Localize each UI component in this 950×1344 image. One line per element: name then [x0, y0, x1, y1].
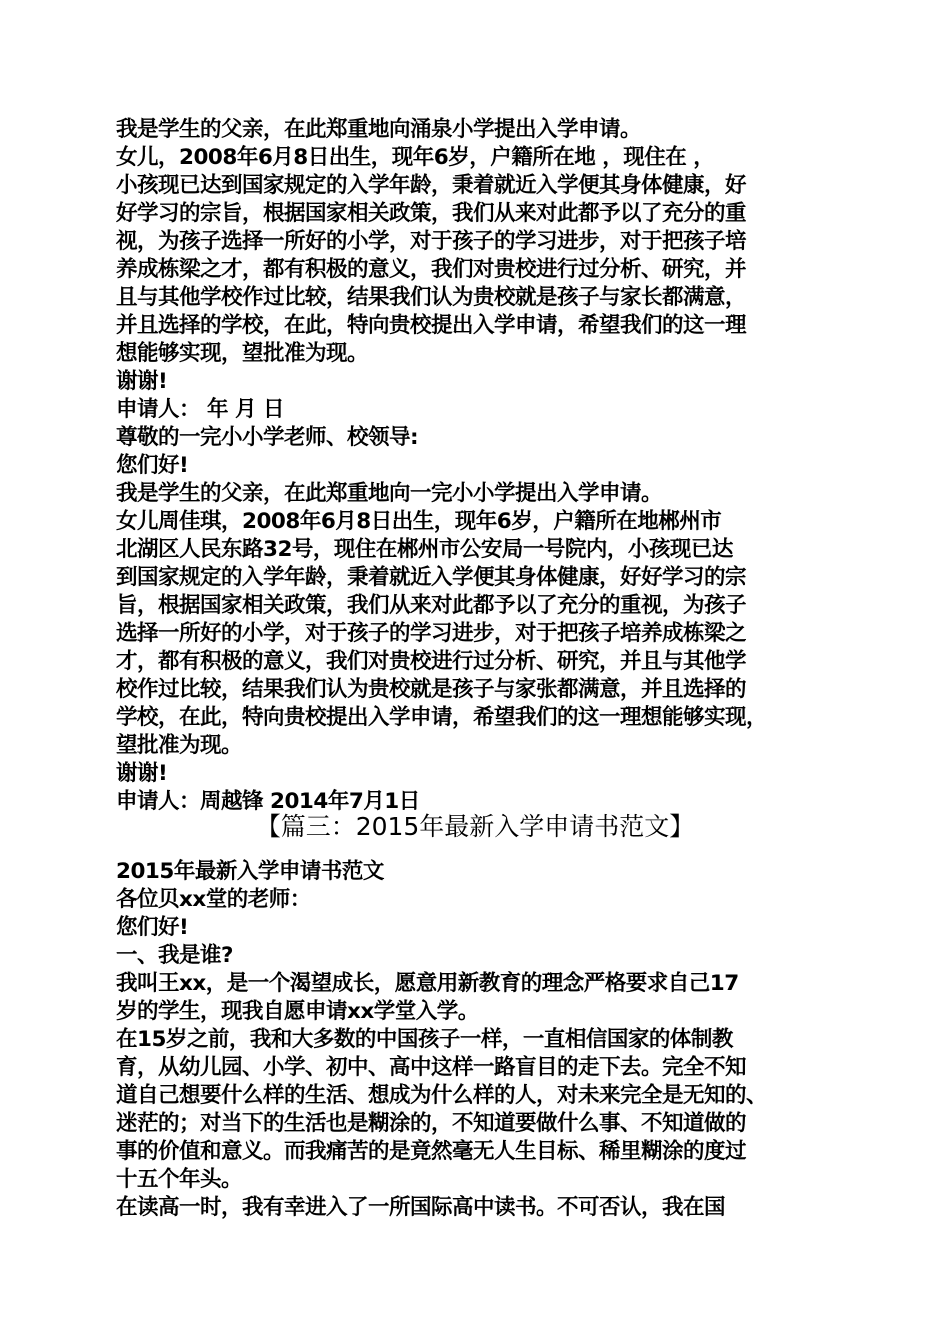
text-line: 女儿周佳琪，2008年6月8日出生，现年6岁，户籍所在地郴州市 [116, 509, 722, 534]
text-line: 望批准为现。 [116, 733, 243, 758]
subheading-line: 一、我是谁? [116, 943, 233, 968]
text-line: 女儿，2008年6月8日出生，现年6岁，户籍所在地 ，现住在 ， [116, 145, 715, 170]
text-line: 学校，在此，特向贵校提出入学申请，希望我们的这一理想能够实现， [116, 705, 768, 730]
greeting-line: 您们好! [116, 453, 189, 478]
text-line: 小孩现已达到国家规定的入学年龄，秉着就近入学便其身体健康，好 [116, 173, 747, 198]
salutation-line: 尊敬的一完小小学老师、校领导: [116, 425, 419, 450]
salutation-line: 各位贝xx堂的老师： [116, 887, 311, 912]
text-line: 在读高一时，我有幸进入了一所国际高中读书。不可否认，我在国 [116, 1195, 726, 1220]
text-line: 校作过比较，结果我们认为贵校就是孩子与家张都满意，并且选择的 [116, 677, 747, 702]
text-line: 选择一所好的小学，对于孩子的学习进步，对于把孩子培养成栋梁之 [116, 621, 747, 646]
text-line: 岁的学生，现我自愿申请xx学堂入学。 [116, 999, 479, 1024]
text-line: 旨，根据国家相关政策，我们从来对此都予以了充分的重视，为孩子 [116, 593, 747, 618]
text-line: 在15岁之前，我和大多数的中国孩子一样，一直相信国家的体制教 [116, 1027, 733, 1052]
text-line: 谢谢! [116, 761, 168, 786]
text-line: 养成栋梁之才，都有积极的意义，我们对贵校进行过分析、研究，并 [116, 257, 747, 282]
text-line: 好学习的宗旨，根据国家相关政策，我们从来对此都予以了充分的重 [116, 201, 747, 226]
applicant-line: 申请人：周越锋 2014年7月1日 [116, 789, 420, 814]
text-line: 到国家规定的入学年龄，秉着就近入学便其身体健康，好好学习的宗 [116, 565, 747, 590]
section-heading: 【篇三：2015年最新入学申请书范文】 [255, 812, 695, 841]
text-line: 视，为孩子选择一所好的小学，对于孩子的学习进步，对于把孩子培 [116, 229, 747, 254]
text-line: 谢谢! [116, 369, 168, 394]
text-line: 育，从幼儿园、小学、初中、高中这样一路盲目的走下去。完全不知 [116, 1055, 747, 1080]
text-line: 想能够实现，望批准为现。 [116, 341, 369, 366]
text-line: 北湖区人民东路32号，现住在郴州市公安局一号院内，小孩现已达 [116, 537, 733, 562]
greeting-line: 您们好! [116, 915, 189, 940]
text-line: 才，都有积极的意义，我们对贵校进行过分析、研究，并且与其他学 [116, 649, 747, 674]
text-line: 事的价值和意义。而我痛苦的是竟然毫无人生目标、稀里糊涂的度过 [116, 1139, 747, 1164]
text-line: 我叫王xx，是一个渴望成长，愿意用新教育的理念严格要求自己17 [116, 971, 739, 996]
applicant-line: 申请人： 年 月 日 [116, 397, 284, 422]
text-line: 并且选择的学校，在此，特向贵校提出入学申请，希望我们的这一理 [116, 313, 747, 338]
text-line: 我是学生的父亲，在此郑重地向涌泉小学提出入学申请。 [116, 117, 642, 142]
text-line: 我是学生的父亲，在此郑重地向一完小小学提出入学申请。 [116, 481, 663, 506]
document-title: 2015年最新入学申请书范文 [116, 859, 384, 884]
text-line: 且与其他学校作过比较，结果我们认为贵校就是孩子与家长都满意， [116, 285, 747, 310]
text-line: 道自己想要什么样的生活、想成为什么样的人，对未来完全是无知的、 [116, 1083, 768, 1108]
text-line: 十五个年头。 [116, 1167, 243, 1192]
text-line: 迷茫的；对当下的生活也是糊涂的，不知道要做什么事、不知道做的 [116, 1111, 747, 1136]
